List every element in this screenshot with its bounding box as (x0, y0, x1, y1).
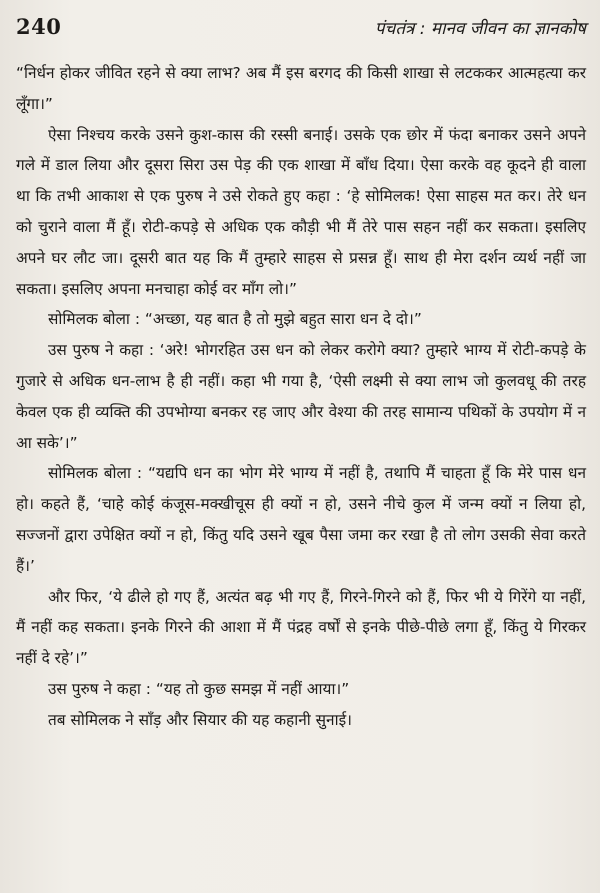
paragraph-3: सोमिलक बोला : “अच्छा, यह बात है तो मुझे बहुत सारा धन दे दो।” (48, 310, 422, 329)
paragraph-7: उस पुरुष ने कहा : “यह तो कुछ समझ में नहीं आया।” (48, 679, 350, 698)
paragraph-2: ऐसा निश्चय करके उसने कुश-कास की रस्सी बनाई। उसके एक छोर में फंदा बनाकर उसने अपने गले में डाल लिया और दूसरा सिरा उस पेड़ की एक शाखा में बाँध दिया। ऐसा करके वह कूदने ही वाला था कि तभी आकाश से एक पुरुष ने उसे रोकते हुए कहा : ‘हे सोमिलक! ऐसा साहस मत कर। तेरे धन को चुराने वाला मैं हूँ। रोटी-कपड़े से अधिक एक कौड़ी भी मैं तेरे पास सहन नहीं कर सकता। इसलिए अपने घर लौट जा। दूसरी बात यह कि मैं तुम्हारे साहस से प्रसन्न हूँ। साथ ही मेरा दर्शन व्यर्थ नहीं जा सकता। इसलिए अपना मनचाहा कोई वर माँग लो।” (16, 125, 586, 298)
running-title: पंचतंत्र : मानव जीवन का ज्ञानकोष (374, 19, 586, 39)
page-header (16, 14, 586, 52)
paragraph-4: उस पुरुष ने कहा : ‘अरे! भोगरहित उस धन को लेकर करोगे क्या? तुम्हारे भाग्य में रोटी-कपड़े के गुजारे से अधिक धन-लाभ है ही नहीं। कहा भी गया है, ‘ऐसी लक्ष्मी से क्या लाभ जो कुलवधू की तरह केवल एक ही व्यक्ति की उपभोग्या बनकर रह जाए और वेश्या की तरह सामान्य पथिकों के उपयोग में न आ सके’।” (16, 341, 586, 452)
paragraph-6: और फिर, ‘ये ढीले हो गए हैं, अत्यंत बढ़ भी गए हैं, गिरने-गिरने को हैं, फिर भी ये गिरेंगे या नहीं, मैं नहीं कह सकता। इनके गिरने की आशा में मैं पंद्रह वर्षों से इनके पीछे-पीछे लगा हूँ, किंतु ये गिरकर नहीं दे रहे’।” (16, 587, 586, 668)
paragraph-5: सोमिलक बोला : “यद्यपि धन का भोग मेरे भाग्य में नहीं है, तथापि मैं चाहता हूँ कि मेरे पास धन हो। कहते हैं, ‘चाहे कोई कंजूस-मक्खीचूस ही क्यों न हो, उसने नीचे कुल में जन्म क्यों न लिया हो, सज्जनों द्वारा उपेक्षित क्यों न हो, किंतु यदि उसने खूब पैसा जमा कर रखा है तो लोग उसकी सेवा करते हैं।’ (16, 464, 586, 575)
paragraph-1: “निर्धन होकर जीवित रहने से क्या लाभ? अब मैं इस बरगद की किसी शाखा से लटककर आत्महत्या कर लूँगा।” (16, 64, 586, 113)
page-number: 240 (16, 14, 62, 39)
body-text (16, 58, 586, 736)
paragraph-8: तब सोमिलक ने साँड़ और सियार की यह कहानी सुनाई। (48, 710, 352, 729)
